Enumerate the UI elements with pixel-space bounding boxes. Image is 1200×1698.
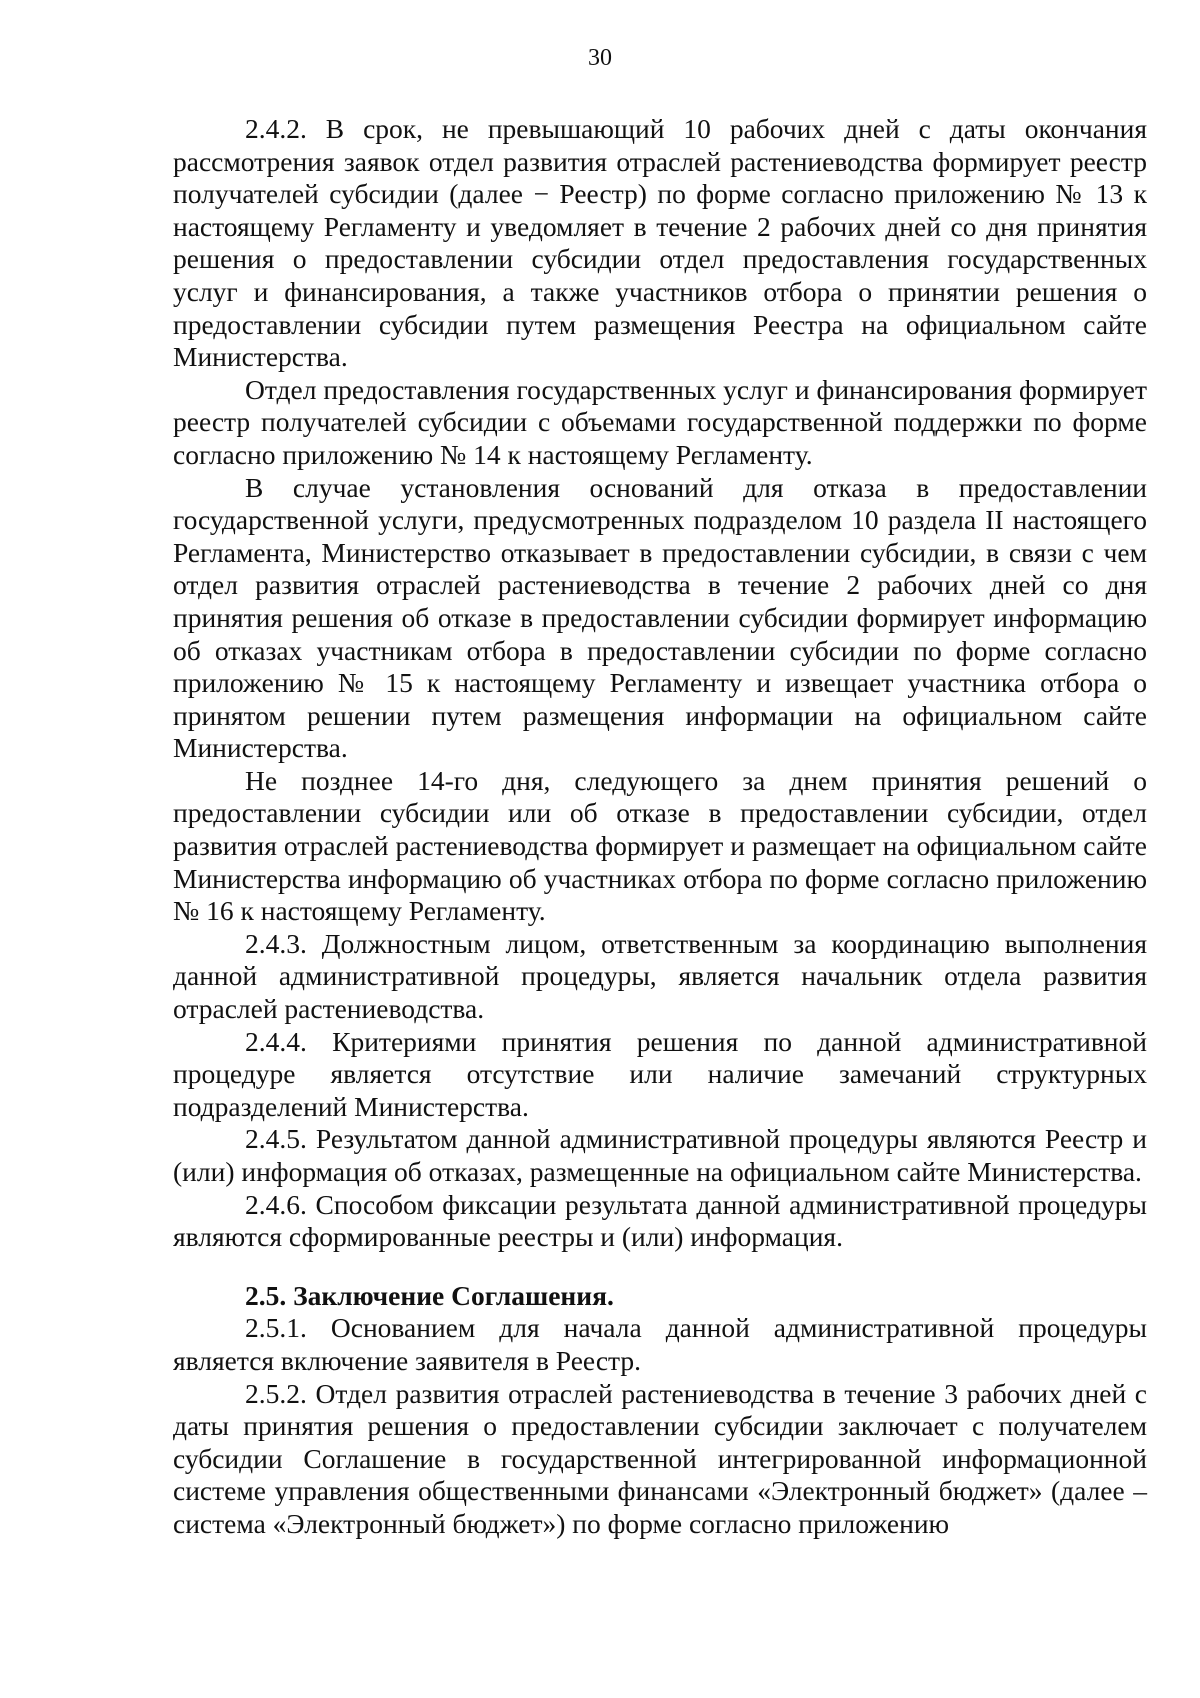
paragraph-refusal-case: В случае установления оснований для отказа в предоставлении государственной услуги, предусмотренных подразделом 10 раздела II настоящего Регламента, Министерство отказывает в предоставлении субсидии, в связи с чем отдел развития отраслей растениеводства в течение 2 рабочих дней со дня принятия решения об отказе в предоставлении субсидии формирует информацию об отказах участникам отбора в предоставлении субсидии по форме согласно приложению № 15 к настоящему Регламенту и извещает участника отбора о принятом решении путем размещения информации на официальном сайте Министерства.: [173, 471, 1147, 764]
paragraph-2-4-6: 2.4.6. Способом фиксации результата данной административной процедуры являются сформированные реестры и (или) информация.: [173, 1188, 1147, 1253]
paragraph-2-5-2: 2.5.2. Отдел развития отраслей растениеводства в течение 3 рабочих дней с даты принятия решения о предоставлении субсидии заключает с получателем субсидии Соглашение в государственной интегрированной информационной системе управления общественными финансами «Электронный бюджет» (далее – система «Электронный бюджет») по форме согласно приложению: [173, 1377, 1147, 1539]
paragraph-2-4-5: 2.4.5. Результатом данной административной процедуры являются Реестр и (или) информация об отказах, размещенные на официальном сайте Министерства.: [173, 1123, 1147, 1187]
paragraph-2-4-3: 2.4.3. Должностным лицом, ответственным за координацию выполнения данной административной процедуры, является начальник отдела развития отраслей растениеводства.: [173, 927, 1147, 1025]
document-body: [173, 113, 1147, 1541]
paragraph-2-4-4: 2.4.4. Критериями принятия решения по данной административной процедуре является отсутствие или наличие замечаний структурных подразделений Министерства.: [173, 1025, 1147, 1122]
section-heading: 2.5. Заключение Соглашения.: [245, 1279, 614, 1311]
paragraph-2-4-2: 2.4.2. В срок, не превышающий 10 рабочих дней с даты окончания рассмотрения заявок отдел развития отраслей растениеводства формирует реестр получателей субсидии (далее − Реестр) по форме согласно приложению № 13 к настоящему Регламенту и уведомляет в течение 2 рабочих дней со дня принятия решения о предоставлении субсидии отдел предоставления государственных услуг и финансирования, а также участников отбора о принятии решения о предоставлении субсидии путем размещения Реестра на официальном сайте Министерства.: [173, 113, 1147, 373]
paragraph-2-5-1: 2.5.1. Основанием для начала данной административной процедуры является включение заявителя в Реестр.: [173, 1312, 1147, 1376]
paragraph-participants-info: Не позднее 14-го дня, следующего за днем принятия решений о предоставлении субсидии или об отказе в предоставлении субсидии, отдел развития отраслей растениеводства формирует и размещает на официальном сайте Министерства информацию об участниках отбора по форме согласно приложению № 16 к настоящему Регламенту.: [173, 764, 1147, 927]
page-number: 30: [588, 45, 612, 71]
paragraph-registry-formation: Отдел предоставления государственных услуг и финансирования формирует реестр получателей субсидии с объемами государственной поддержки по форме согласно приложению № 14 к настоящему Регламенту.: [173, 373, 1147, 470]
